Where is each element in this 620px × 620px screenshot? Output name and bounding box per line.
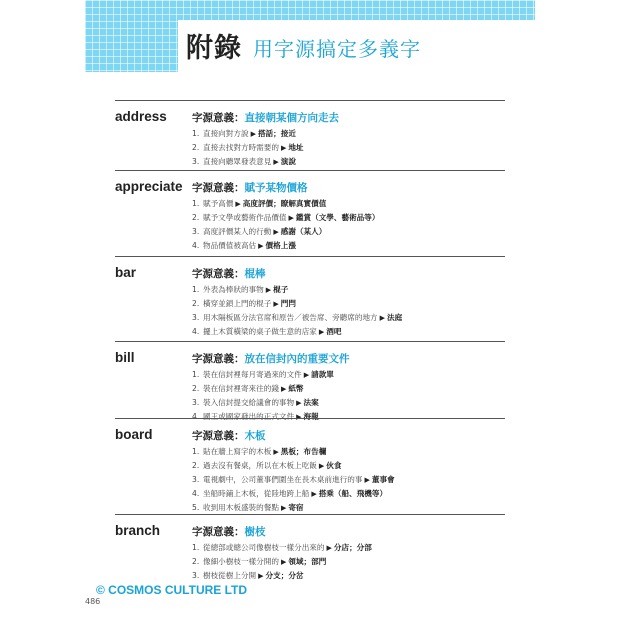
headword: appreciate	[115, 179, 183, 194]
sense-number: 3.	[192, 398, 200, 407]
sense-result: 法庭	[387, 313, 403, 322]
right-triangle-icon: ▶	[273, 228, 279, 236]
sense-result: 門閂	[280, 299, 296, 308]
right-triangle-icon: ▶	[273, 448, 279, 456]
sense-result: 董事會	[371, 475, 395, 484]
etymology-meaning	[192, 524, 266, 539]
sense-result: 價格上漲	[265, 241, 296, 250]
sense-result: 鑑賞（文學、藝術品等）	[295, 213, 380, 222]
right-triangle-icon: ▶	[379, 314, 386, 322]
entry-divider	[115, 341, 505, 342]
sense-number: 1.	[192, 285, 200, 294]
right-triangle-icon: ▶	[273, 300, 279, 308]
sense-item	[192, 541, 372, 555]
sense-number: 3.	[192, 475, 200, 484]
sense-number: 2.	[192, 213, 200, 222]
sense-item	[192, 487, 395, 501]
right-triangle-icon: ▶	[303, 371, 310, 379]
sense-result: 法案	[303, 398, 319, 407]
sense-text: 高度評價某人的行動	[203, 227, 272, 236]
right-triangle-icon: ▶	[296, 399, 302, 407]
sense-item	[192, 555, 372, 569]
sense-item	[192, 283, 402, 297]
meaning-text: 棍棒	[244, 268, 266, 280]
sense-text: 貼在牆上寫字的木板	[203, 447, 272, 456]
sense-text: 賦予文學或藝術作品價值	[203, 213, 287, 222]
sense-text: 擺上木質橫梁的桌子做生意的店家	[203, 327, 317, 336]
sense-text: 樹枝從樹上分開	[203, 571, 257, 580]
headword: board	[115, 427, 153, 442]
sense-result: 海報	[303, 412, 319, 421]
sense-text: 外表為棒狀的事物	[203, 285, 264, 294]
headword: address	[115, 109, 167, 124]
right-triangle-icon: ▶	[280, 558, 287, 566]
sense-item	[192, 473, 395, 487]
sense-number: 2.	[192, 461, 200, 470]
right-triangle-icon: ▶	[280, 504, 287, 512]
sense-text: 像細小樹枝一樣分開的	[203, 557, 279, 566]
sense-result: 伙食	[326, 461, 342, 470]
sense-result: 棍子	[273, 285, 289, 294]
meaning-prefix: 字源意義：	[192, 182, 245, 194]
sense-number: 1.	[192, 199, 200, 208]
sense-result: 黑板；布告欄	[280, 447, 327, 456]
right-triangle-icon: ▶	[273, 158, 279, 166]
sense-list	[192, 127, 304, 169]
sense-result: 領域；部門	[288, 557, 327, 566]
right-triangle-icon: ▶	[235, 200, 241, 208]
sense-number: 3.	[192, 313, 200, 322]
etymology-meaning	[192, 180, 308, 195]
sense-item	[192, 155, 304, 169]
sense-number: 4.	[192, 489, 200, 498]
sense-text: 直接向聽眾發表意見	[203, 157, 272, 166]
sense-result: 高度評價；瞭解真實價值	[242, 199, 327, 208]
sense-result: 請款單	[311, 370, 334, 379]
sense-item	[192, 311, 402, 325]
sense-number: 3.	[192, 571, 200, 580]
etymology-meaning	[192, 428, 266, 443]
sense-item	[192, 445, 395, 459]
meaning-text: 直接朝某個方向走去	[244, 112, 339, 124]
sense-text: 物品價值被高估	[203, 241, 257, 250]
sense-item	[192, 211, 379, 225]
sense-text: 裝在信封裡每月寄過來的文件	[203, 370, 302, 379]
meaning-prefix: 字源意義：	[192, 112, 245, 124]
right-triangle-icon: ▶	[296, 413, 302, 421]
sense-item	[192, 239, 379, 253]
right-triangle-icon: ▶	[318, 462, 325, 470]
sense-item	[192, 325, 402, 339]
sense-text: 國王或國家發出的正式文件	[203, 412, 295, 421]
copyright-notice: © COSMOS CULTURE LTD	[96, 583, 248, 597]
sense-number: 3.	[192, 227, 200, 236]
sense-text: 賦予高價	[203, 199, 234, 208]
sense-number: 2.	[192, 299, 200, 308]
sense-text: 用木隔板區分法官席和原告／被告席、旁聽席的地方	[203, 313, 378, 322]
page-number: 486	[85, 597, 101, 606]
sense-result: 分店；分部	[333, 543, 372, 552]
sense-text: 過去沒有餐桌，所以在木板上吃飯	[203, 461, 317, 470]
right-triangle-icon: ▶	[258, 572, 264, 580]
meaning-text: 放在信封內的重要文件	[244, 353, 350, 365]
sense-number: 2.	[192, 557, 200, 566]
sense-result: 演說	[280, 157, 296, 166]
meaning-prefix: 字源意義：	[192, 430, 245, 442]
sense-list	[192, 368, 334, 424]
sense-text: 橫穿並鎖上門的棍子	[203, 299, 272, 308]
sense-number: 2.	[192, 384, 200, 393]
right-triangle-icon: ▶	[265, 286, 272, 294]
sense-number: 2.	[192, 143, 200, 152]
right-triangle-icon: ▶	[280, 385, 287, 393]
sense-result: 紙幣	[288, 384, 304, 393]
appendix-label: 附錄	[186, 33, 242, 64]
sense-result: 搭乘（船、飛機等）	[318, 489, 388, 498]
sense-number: 1.	[192, 129, 200, 138]
sense-item	[192, 368, 334, 382]
meaning-prefix: 字源意義：	[192, 353, 245, 365]
meaning-prefix: 字源意義：	[192, 268, 245, 280]
sense-text: 電視劇中，公司董事們圍坐在長木桌前進行的事	[203, 475, 363, 484]
sense-item	[192, 396, 334, 410]
sense-text: 裝在信封裡寄來往的錢	[203, 384, 279, 393]
right-triangle-icon: ▶	[250, 130, 256, 138]
sense-list	[192, 283, 402, 339]
sense-number: 4.	[192, 412, 200, 421]
meaning-text: 木板	[244, 430, 266, 442]
entry-divider	[115, 514, 505, 515]
sense-list	[192, 445, 395, 515]
sense-result: 寄宿	[288, 503, 304, 512]
sense-number: 1.	[192, 543, 200, 552]
headword: branch	[115, 523, 161, 538]
sense-text: 收到用木板盛裝的餐點	[203, 503, 279, 512]
sense-item	[192, 141, 304, 155]
right-triangle-icon: ▶	[364, 476, 370, 484]
sense-text: 裝入信封提交給議會的事物	[203, 398, 295, 407]
right-triangle-icon: ▶	[280, 144, 287, 152]
sense-list	[192, 541, 372, 583]
sense-number: 1.	[192, 447, 200, 456]
sense-number: 3.	[192, 157, 200, 166]
meaning-prefix: 字源意義：	[192, 526, 245, 538]
sense-text: 坐船時鋪上木板，從陸地跨上船	[203, 489, 310, 498]
right-triangle-icon: ▶	[311, 490, 317, 498]
sense-item	[192, 382, 334, 396]
etymology-meaning	[192, 266, 266, 281]
sense-result: 地址	[288, 143, 304, 152]
right-triangle-icon: ▶	[258, 242, 264, 250]
sense-result: 酒吧	[326, 327, 342, 336]
etymology-meaning	[192, 351, 350, 366]
sense-number: 5.	[192, 503, 200, 512]
sense-text: 直接去找對方時需要的	[203, 143, 279, 152]
headword: bar	[115, 265, 137, 280]
sense-result: 分支；分岔	[265, 571, 304, 580]
sense-item	[192, 459, 395, 473]
sense-item	[192, 197, 379, 211]
entry-divider	[115, 170, 505, 171]
right-triangle-icon: ▶	[288, 214, 294, 222]
sense-item	[192, 410, 334, 424]
sense-item	[192, 225, 379, 239]
sense-item	[192, 127, 304, 141]
sense-number: 1.	[192, 370, 200, 379]
sense-text: 從總部或總公司像樹枝一樣分出來的	[203, 543, 325, 552]
meaning-text: 樹枝	[244, 526, 266, 538]
appendix-subtitle: 用字源搞定多義字	[253, 37, 421, 61]
right-triangle-icon: ▶	[326, 544, 332, 552]
sense-item	[192, 501, 395, 515]
right-triangle-icon: ▶	[318, 328, 325, 336]
entry-divider	[115, 100, 505, 101]
etymology-meaning	[192, 110, 339, 125]
sense-item	[192, 569, 372, 583]
sense-result: 搭話；接近	[257, 129, 296, 138]
sense-result: 感謝（某人）	[280, 227, 327, 236]
entry-divider	[115, 418, 505, 419]
sense-item	[192, 297, 402, 311]
sense-number: 4.	[192, 327, 200, 336]
entry-divider	[115, 256, 505, 257]
sense-number: 4.	[192, 241, 200, 250]
meaning-text: 賦予某物價格	[244, 182, 308, 194]
headword: bill	[115, 350, 135, 365]
sense-text: 直接向對方說	[203, 129, 249, 138]
sense-list	[192, 197, 379, 253]
